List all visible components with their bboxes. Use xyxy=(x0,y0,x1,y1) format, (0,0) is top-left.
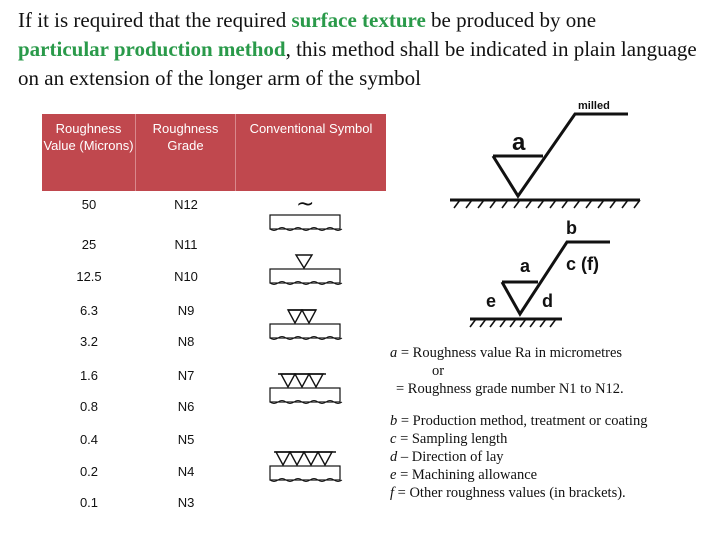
table-row xyxy=(42,368,236,383)
legend-item-b xyxy=(390,412,710,430)
symbol-legend xyxy=(390,344,710,502)
roughness-value: 25 xyxy=(81,237,97,252)
production-method-symbol xyxy=(450,100,640,208)
table-row xyxy=(42,432,236,447)
legend-text-d: – Direction of lay xyxy=(397,449,504,465)
roughness-grade: N11 xyxy=(174,237,198,252)
intro-paragraph xyxy=(18,6,708,93)
roughness-grade: N5 xyxy=(177,432,195,447)
roughness-grade: N3 xyxy=(177,495,195,510)
table-row xyxy=(42,237,236,252)
two-triangle-symbol-icon xyxy=(266,304,346,344)
roughness-grade: N9 xyxy=(177,303,195,318)
surface-texture-symbols xyxy=(450,92,712,342)
intro-highlight-surface-texture: surface texture xyxy=(291,8,426,32)
label-c-f: c (f) xyxy=(566,254,599,274)
header-roughness-value: Roughness Value (Microns) xyxy=(42,114,136,191)
roughness-value: 0.8 xyxy=(79,399,99,414)
roughness-value: 0.2 xyxy=(79,464,99,479)
intro-text-2: be produced by one xyxy=(425,8,597,32)
table-header xyxy=(42,114,386,191)
roughness-value: 50 xyxy=(81,197,97,212)
label-b: b xyxy=(566,218,577,238)
table-row xyxy=(42,495,236,510)
tilde-glyph: ~ xyxy=(296,193,315,217)
tilde-symbol-icon xyxy=(266,193,346,233)
header-roughness-grade: Roughness Grade xyxy=(136,114,236,191)
four-triangle-symbol-icon xyxy=(266,446,346,486)
three-triangle-symbol-icon xyxy=(266,368,346,408)
legend-text-b: = Production method, treatment or coating xyxy=(397,413,648,429)
legend-var-b: b xyxy=(390,413,398,429)
legend-text-c: = Sampling length xyxy=(396,431,508,447)
legend-var-a: a xyxy=(390,345,398,361)
general-symbol xyxy=(470,218,610,327)
conventional-symbols-column xyxy=(238,191,386,511)
roughness-value: 3.2 xyxy=(79,334,99,349)
legend-var-d: d xyxy=(390,449,398,465)
table-row xyxy=(42,334,236,349)
legend-item-a xyxy=(390,344,710,362)
legend-text-f: = Other roughness values (in brackets). xyxy=(394,485,626,501)
table-row xyxy=(42,464,236,479)
roughness-value: 1.6 xyxy=(79,368,99,383)
roughness-value: 12.5 xyxy=(76,269,102,284)
roughness-value: 6.3 xyxy=(79,303,99,318)
roughness-grade: N8 xyxy=(177,334,195,349)
label-e: e xyxy=(486,291,497,311)
legend-or: or xyxy=(432,363,445,379)
legend-item-e xyxy=(390,466,710,484)
one-triangle-symbol-icon xyxy=(266,249,346,289)
intro-text-3: , this method shall be indicated in plain language on an extension of the longer arm of the symbol xyxy=(18,37,697,90)
roughness-grade: N12 xyxy=(174,197,198,212)
roughness-value: 0.1 xyxy=(79,495,99,510)
roughness-grade: N4 xyxy=(177,464,195,479)
roughness-grade: N10 xyxy=(174,269,198,284)
legend-item-c xyxy=(390,430,710,448)
legend-var-c: c xyxy=(390,431,397,447)
intro-highlight-production-method: particular production method xyxy=(18,37,286,61)
table-row xyxy=(42,399,236,414)
legend-grade: = Roughness grade number N1 to N12. xyxy=(396,381,624,397)
legend-var-e: e xyxy=(390,467,397,483)
legend-var-f: f xyxy=(390,485,395,501)
label-d: d xyxy=(542,291,553,311)
table-row xyxy=(42,303,236,318)
table-row xyxy=(42,269,236,284)
label-a: a xyxy=(520,256,531,276)
legend-text-a: = Roughness value Ra in micrometres xyxy=(397,345,623,361)
roughness-value: 0.4 xyxy=(79,432,99,447)
header-conventional-symbol: Conventional Symbol xyxy=(249,121,373,136)
milled-label: milled xyxy=(578,100,610,112)
legend-text-e: = Machining allowance xyxy=(396,467,538,483)
top-a-label: a xyxy=(512,129,526,156)
table-row xyxy=(42,197,236,212)
roughness-grade: N7 xyxy=(177,368,195,383)
intro-text-1: If it is required that the required xyxy=(18,8,292,32)
legend-item-d xyxy=(390,448,710,466)
legend-item-f xyxy=(390,484,710,502)
roughness-grade: N6 xyxy=(177,399,195,414)
